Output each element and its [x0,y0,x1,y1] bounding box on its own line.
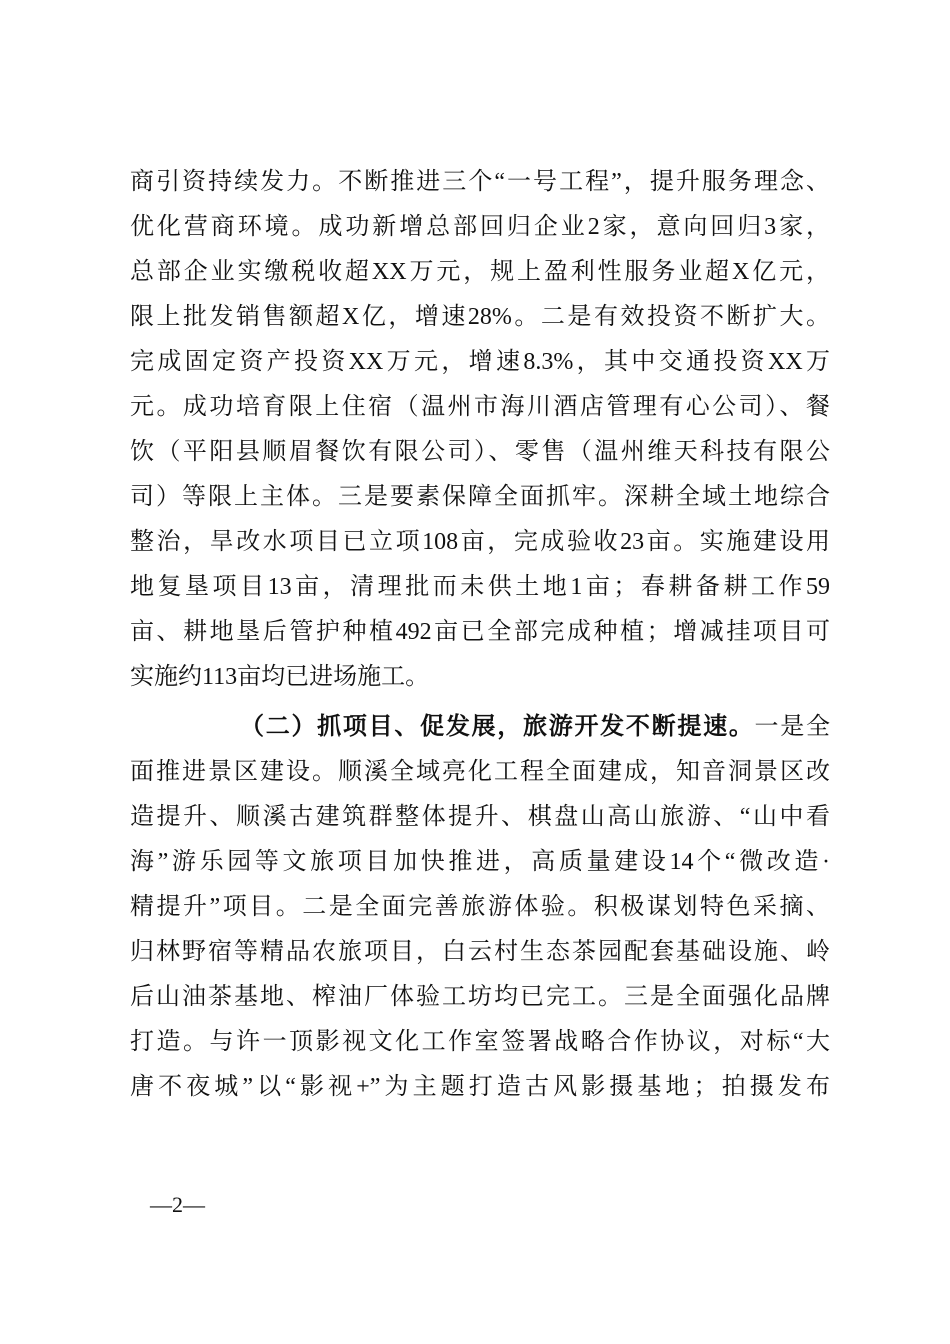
text-line: 饮（平阳县顺眉餐饮有限公司）、零售（温州维天科技有限公 [130,439,830,465]
text-line: 商引资持续发力。不断推进三个“一号工程”，提升服务理念、 [130,169,830,195]
body-text: 一是全 [754,714,831,740]
text-line: 归林野宿等精品农旅项目，白云村生态茶园配套基础设施、岭 [130,939,830,965]
text-line: 面推进景区建设。顺溪全域亮化工程全面建成，知音洞景区改 [130,759,830,785]
text-line: 实施约113亩均已进场施工。 [130,664,430,690]
text-line: 司）等限上主体。三是要素保障全面抓牢。深耕全域土地综合 [130,484,830,510]
text-line: 限上批发销售额超X亿，增速28%。二是有效投资不断扩大。 [130,304,830,330]
paragraph-2-first-line [240,705,830,750]
text-line: 唐不夜城”以“影视+”为主题打造古风影摄基地；拍摄发布 [130,1074,830,1100]
text-line: 精提升”项目。二是全面完善旅游体验。积极谋划特色采摘、 [130,894,830,920]
text-line: 总部企业实缴税收超XX万元，规上盈利性服务业超X亿元， [130,259,830,285]
text-line: 优化营商环境。成功新增总部回归企业2家，意向回归3家， [130,214,830,240]
text-line: 元。成功培育限上住宿（温州市海川酒店管理有心公司）、餐 [130,394,830,420]
text-line: 打造。与许一顶影视文化工作室签署战略合作协议，对标“大 [130,1029,830,1055]
page-number: —2— [150,1192,205,1217]
text-line: 海”游乐园等文旅项目加快推进，高质量建设14个“微改造· [130,849,830,875]
text-line: 亩、耕地垦后管护种植492亩已全部完成种植；增减挂项目可 [130,619,830,645]
text-line: 完成固定资产投资XX万元，增速8.3%，其中交通投资XX万 [130,349,830,375]
section-heading: （二）抓项目、促发展，旅游开发不断提速。 [240,714,755,740]
text-line: 地复垦项目13亩，清理批而未供土地1亩；春耕备耕工作59 [130,574,830,600]
text-line: 整治，旱改水项目已立项108亩，完成验收23亩。实施建设用 [130,529,830,555]
text-line: 后山油茶基地、榨油厂体验工坊均已完工。三是全面强化品牌 [130,984,830,1010]
text-line: 造提升、顺溪古建筑群整体提升、棋盘山高山旅游、“山中看 [130,804,830,830]
